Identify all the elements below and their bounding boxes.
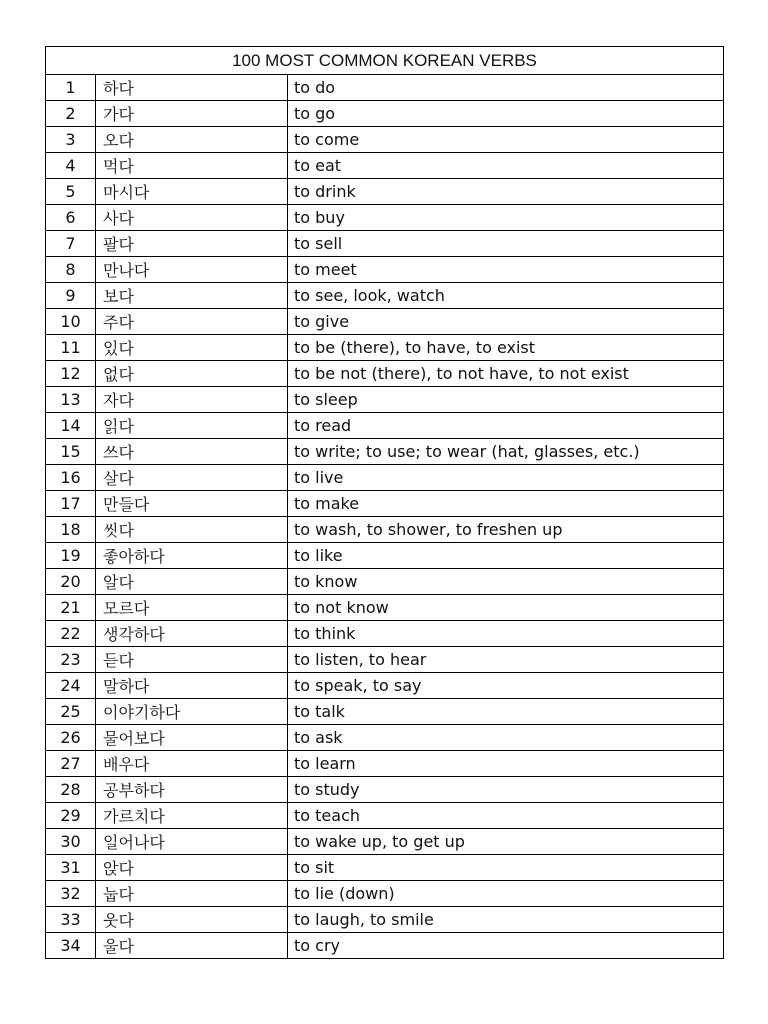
table-row xyxy=(46,751,724,777)
row-number: 8 xyxy=(46,257,96,283)
english-meaning: to laugh, to smile xyxy=(288,907,724,933)
row-number: 19 xyxy=(46,543,96,569)
table-row xyxy=(46,491,724,517)
english-meaning: to wake up, to get up xyxy=(288,829,724,855)
table-row xyxy=(46,621,724,647)
english-meaning: to make xyxy=(288,491,724,517)
english-meaning: to like xyxy=(288,543,724,569)
verb-table xyxy=(45,46,724,959)
english-meaning: to sit xyxy=(288,855,724,881)
table-row xyxy=(46,881,724,907)
english-meaning: to be (there), to have, to exist xyxy=(288,335,724,361)
table-row xyxy=(46,569,724,595)
korean-verb: 웃다 xyxy=(96,907,288,933)
row-number: 17 xyxy=(46,491,96,517)
row-number: 25 xyxy=(46,699,96,725)
korean-verb: 배우다 xyxy=(96,751,288,777)
korean-verb: 만나다 xyxy=(96,257,288,283)
table-row xyxy=(46,75,724,101)
korean-verb: 오다 xyxy=(96,127,288,153)
korean-verb: 마시다 xyxy=(96,179,288,205)
english-meaning: to see, look, watch xyxy=(288,283,724,309)
table-row xyxy=(46,517,724,543)
korean-verb: 울다 xyxy=(96,933,288,959)
english-meaning: to buy xyxy=(288,205,724,231)
row-number: 3 xyxy=(46,127,96,153)
english-meaning: to do xyxy=(288,75,724,101)
table-row xyxy=(46,387,724,413)
row-number: 32 xyxy=(46,881,96,907)
row-number: 20 xyxy=(46,569,96,595)
row-number: 2 xyxy=(46,101,96,127)
english-meaning: to go xyxy=(288,101,724,127)
row-number: 33 xyxy=(46,907,96,933)
row-number: 30 xyxy=(46,829,96,855)
row-number: 7 xyxy=(46,231,96,257)
row-number: 10 xyxy=(46,309,96,335)
row-number: 16 xyxy=(46,465,96,491)
table-row xyxy=(46,777,724,803)
table-row xyxy=(46,283,724,309)
english-meaning: to lie (down) xyxy=(288,881,724,907)
korean-verb: 좋아하다 xyxy=(96,543,288,569)
korean-verb: 보다 xyxy=(96,283,288,309)
row-number: 18 xyxy=(46,517,96,543)
english-meaning: to drink xyxy=(288,179,724,205)
korean-verb: 모르다 xyxy=(96,595,288,621)
korean-verb: 쓰다 xyxy=(96,439,288,465)
korean-verb: 듣다 xyxy=(96,647,288,673)
korean-verb: 팔다 xyxy=(96,231,288,257)
korean-verb: 있다 xyxy=(96,335,288,361)
korean-verb: 알다 xyxy=(96,569,288,595)
english-meaning: to meet xyxy=(288,257,724,283)
korean-verb: 없다 xyxy=(96,361,288,387)
korean-verb: 말하다 xyxy=(96,673,288,699)
row-number: 27 xyxy=(46,751,96,777)
row-number: 4 xyxy=(46,153,96,179)
table-row xyxy=(46,127,724,153)
english-meaning: to talk xyxy=(288,699,724,725)
table-row xyxy=(46,647,724,673)
row-number: 11 xyxy=(46,335,96,361)
korean-verb: 공부하다 xyxy=(96,777,288,803)
english-meaning: to wash, to shower, to freshen up xyxy=(288,517,724,543)
korean-verb: 생각하다 xyxy=(96,621,288,647)
korean-verb: 이야기하다 xyxy=(96,699,288,725)
row-number: 12 xyxy=(46,361,96,387)
korean-verb: 물어보다 xyxy=(96,725,288,751)
korean-verb: 사다 xyxy=(96,205,288,231)
english-meaning: to eat xyxy=(288,153,724,179)
row-number: 1 xyxy=(46,75,96,101)
row-number: 26 xyxy=(46,725,96,751)
korean-verb: 하다 xyxy=(96,75,288,101)
english-meaning: to listen, to hear xyxy=(288,647,724,673)
table-row xyxy=(46,101,724,127)
english-meaning: to ask xyxy=(288,725,724,751)
row-number: 13 xyxy=(46,387,96,413)
english-meaning: to teach xyxy=(288,803,724,829)
row-number: 23 xyxy=(46,647,96,673)
table-title: 100 MOST COMMON KOREAN VERBS xyxy=(46,47,724,75)
korean-verb: 가다 xyxy=(96,101,288,127)
table-row xyxy=(46,933,724,959)
table-row xyxy=(46,361,724,387)
korean-verb: 읽다 xyxy=(96,413,288,439)
row-number: 21 xyxy=(46,595,96,621)
korean-verb: 앉다 xyxy=(96,855,288,881)
table-row xyxy=(46,205,724,231)
table-row xyxy=(46,595,724,621)
english-meaning: to be not (there), to not have, to not exist xyxy=(288,361,724,387)
table-row xyxy=(46,309,724,335)
english-meaning: to study xyxy=(288,777,724,803)
korean-verb: 씻다 xyxy=(96,517,288,543)
table-row xyxy=(46,829,724,855)
title-row xyxy=(46,47,724,75)
korean-verb: 자다 xyxy=(96,387,288,413)
korean-verb: 만들다 xyxy=(96,491,288,517)
english-meaning: to learn xyxy=(288,751,724,777)
table-row xyxy=(46,153,724,179)
row-number: 24 xyxy=(46,673,96,699)
table-row xyxy=(46,335,724,361)
korean-verb: 가르치다 xyxy=(96,803,288,829)
table-row xyxy=(46,439,724,465)
row-number: 31 xyxy=(46,855,96,881)
english-meaning: to give xyxy=(288,309,724,335)
table-body xyxy=(46,75,724,959)
english-meaning: to live xyxy=(288,465,724,491)
english-meaning: to read xyxy=(288,413,724,439)
korean-verb: 주다 xyxy=(96,309,288,335)
table-row xyxy=(46,179,724,205)
row-number: 22 xyxy=(46,621,96,647)
table-row xyxy=(46,907,724,933)
table-row xyxy=(46,543,724,569)
table-row xyxy=(46,231,724,257)
english-meaning: to write; to use; to wear (hat, glasses, etc.) xyxy=(288,439,724,465)
row-number: 6 xyxy=(46,205,96,231)
table-row xyxy=(46,855,724,881)
row-number: 9 xyxy=(46,283,96,309)
table-row xyxy=(46,673,724,699)
english-meaning: to sell xyxy=(288,231,724,257)
korean-verb: 일어나다 xyxy=(96,829,288,855)
korean-verb: 눕다 xyxy=(96,881,288,907)
row-number: 34 xyxy=(46,933,96,959)
english-meaning: to cry xyxy=(288,933,724,959)
table-row xyxy=(46,257,724,283)
english-meaning: to come xyxy=(288,127,724,153)
english-meaning: to not know xyxy=(288,595,724,621)
table-row xyxy=(46,699,724,725)
korean-verb: 살다 xyxy=(96,465,288,491)
row-number: 5 xyxy=(46,179,96,205)
row-number: 14 xyxy=(46,413,96,439)
english-meaning: to speak, to say xyxy=(288,673,724,699)
table-row xyxy=(46,725,724,751)
english-meaning: to know xyxy=(288,569,724,595)
table-row xyxy=(46,465,724,491)
row-number: 15 xyxy=(46,439,96,465)
korean-verb: 먹다 xyxy=(96,153,288,179)
english-meaning: to sleep xyxy=(288,387,724,413)
row-number: 28 xyxy=(46,777,96,803)
row-number: 29 xyxy=(46,803,96,829)
table-row xyxy=(46,803,724,829)
english-meaning: to think xyxy=(288,621,724,647)
table-row xyxy=(46,413,724,439)
